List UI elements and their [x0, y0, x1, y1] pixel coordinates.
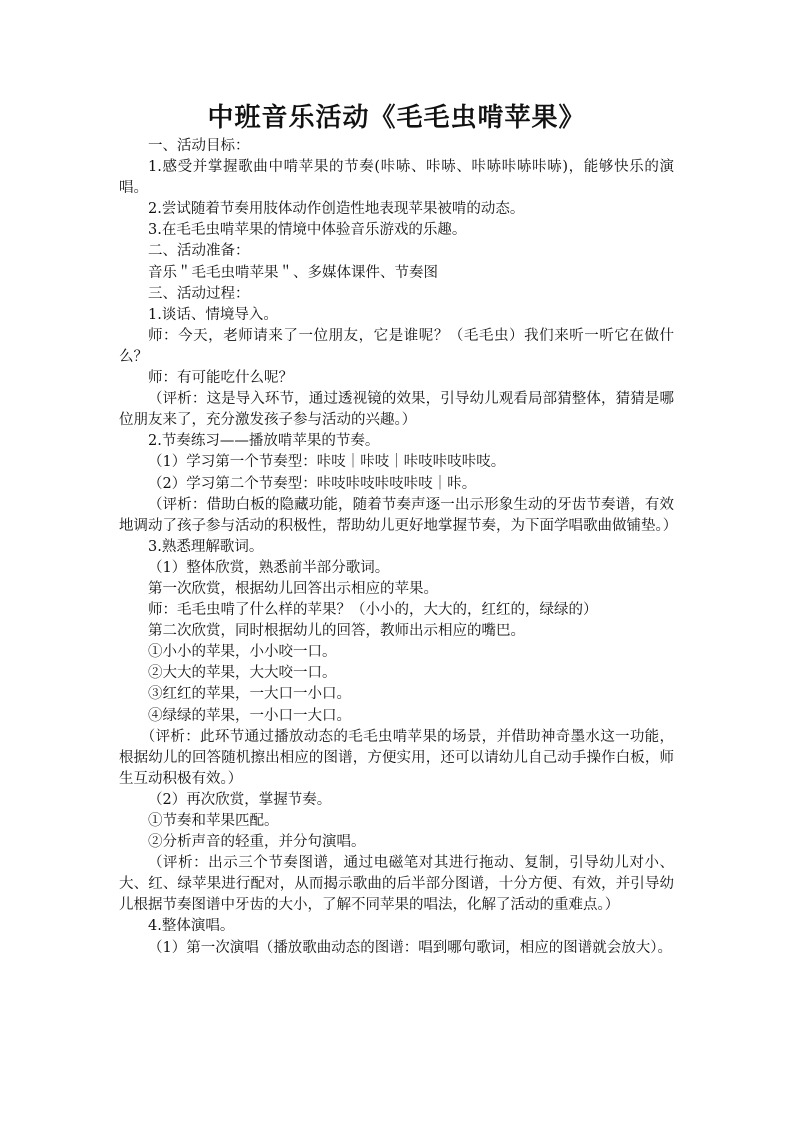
paragraph: （2）再次欣赏，掌握节奏。: [148, 791, 332, 808]
paragraph: （评析：出示三个节奏图谱，通过电磁笔对其进行拖动、复制，引导幼儿对小、大、红、绿苹果进行配对，从而揭示歌曲的后半部分图谱，十分方便、有效，并引导幼儿根据节奏图谱中牙齿的大小，了解不同苹果的唱法，化解了活动的重难点。）: [119, 855, 674, 914]
paragraph: 第一次欣赏，根据幼儿回答出示相应的苹果。: [148, 580, 438, 597]
document-title: 中班音乐活动《毛毛虫啃苹果》: [207, 103, 586, 133]
paragraph: 师：有可能吃什么呢？: [148, 370, 293, 387]
paragraph: 师：今天，老师请来了一位朋友，它是谁呢？（毛毛虫）我们来听一听它在做什么？: [119, 327, 674, 365]
paragraph: （评析：借助白板的隐藏功能，随着节奏声逐一出示形象生动的牙齿节奏谱，有效地调动了孩子参与活动的积极性，帮助幼儿更好地掌握节奏，为下面学唱歌曲做铺垫。）: [119, 496, 678, 534]
paragraph: （1）第一次演唱（播放歌曲动态的图谱：唱到哪句歌词，相应的图谱就会放大）。: [148, 939, 672, 956]
paragraph: （1）整体欣赏，熟悉前半部分歌词。: [148, 559, 390, 576]
paragraph: 第二次欣赏，同时根据幼儿的回答，教师出示相应的嘴巴。: [148, 623, 525, 640]
paragraph: （评析：此环节通过播放动态的毛毛虫啃苹果的场景，并借助神奇墨水这一功能，根据幼儿的回答随机擦出相应的图谱，方便实用，还可以请幼儿自己动手操作白板，师生互动积极有效。）: [119, 728, 674, 787]
paragraph: （1）学习第一个节奏型：咔吱｜咔吱｜咔吱咔吱咔吱。: [148, 454, 506, 471]
paragraph: ①小小的苹果，小小咬一口。: [148, 644, 337, 661]
paragraph: 3.在毛毛虫啃苹果的情境中体验音乐游戏的乐趣。: [148, 222, 467, 239]
paragraph: 二、活动准备：: [148, 243, 250, 260]
paragraph: 2.节奏练习——播放啃苹果的节奏。: [148, 433, 380, 450]
document-page: [119, 100, 678, 959]
paragraph: 一、活动目标：: [148, 138, 250, 154]
paragraph: 音乐＂毛毛虫啃苹果＂、多媒体课件、节奏图: [148, 264, 438, 281]
paragraph: 1.感受并掌握歌曲中啃苹果的节奏(咔哧、咔哧、咔哧咔哧咔哧)，能够快乐的演唱。: [119, 159, 674, 197]
paragraph: （2）学习第二个节奏型：咔吱咔吱咔吱咔吱｜咔。: [148, 475, 477, 492]
paragraph: 3.熟悉理解歌词。: [148, 538, 264, 555]
paragraph: 三、活动过程：: [148, 285, 250, 302]
paragraph: ④绿绿的苹果，一小口一大口。: [148, 707, 351, 724]
paragraph: ②大大的苹果，大大咬一口。: [148, 665, 337, 682]
paragraph: ②分析声音的轻重，并分句演唱。: [148, 834, 366, 851]
paragraph: ①节奏和苹果匹配。: [148, 813, 279, 829]
paragraph: 4.整体演唱。: [148, 918, 235, 935]
paragraph: 2.尝试随着节奏用肢体动作创造性地表现苹果被啃的动态。: [148, 201, 525, 218]
paragraph: （评析：这是导入环节，通过透视镜的效果，引导幼儿观看局部猜整体，猜猜是哪位朋友来了，充分激发孩子参与活动的兴趣。）: [119, 391, 674, 429]
paragraph: 1.谈话、情境导入。: [148, 306, 278, 323]
paragraph: ③红红的苹果，一大口一小口。: [148, 686, 351, 703]
document-body: [119, 136, 678, 959]
paragraph: 师：毛毛虫啃了什么样的苹果？（小小的，大大的，红红的，绿绿的）: [148, 602, 598, 619]
